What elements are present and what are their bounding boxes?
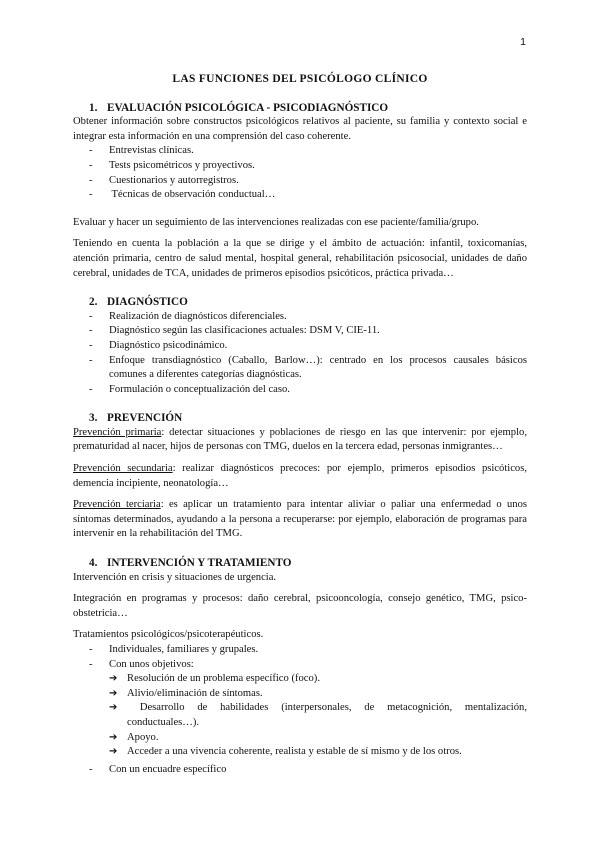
- paragraph: [73, 462, 527, 491]
- paragraph: [73, 426, 527, 455]
- arrow-item: ➔ Desarrollo de habilidades (interpersonales, de metacognición, mentalización, conductuales…).: [109, 702, 530, 728]
- list-item: - Formulación o conceptualización del caso.: [89, 383, 527, 398]
- arrow-item: ➔ Acceder a una vivencia coherente, realista y estable de sí mismo y de los otros.: [109, 745, 527, 760]
- section-heading-evaluacion: [73, 101, 527, 116]
- page-title: LAS FUNCIONES DEL PSICÓLOGO CLÍNICO: [172, 73, 428, 85]
- section-heading-intervencion: [73, 556, 527, 571]
- list-item: - Entrevistas clínicas.: [89, 144, 527, 159]
- section-title: PREVENCIÓN: [107, 412, 183, 425]
- term-label: Prevención primaria: [73, 426, 162, 438]
- term-label: Prevención secundaria: [73, 463, 173, 475]
- bullet-list: [73, 643, 527, 672]
- paragraph: Evaluar y hacer un seguimiento de las intervenciones realizadas con ese paciente/familia/grupo.: [73, 216, 479, 228]
- list-item: - Diagnóstico psicodinámico.: [89, 339, 527, 354]
- section-number: 4.: [89, 557, 98, 570]
- term-label: Prevención terciaria: [73, 499, 161, 511]
- list-item: - Diagnóstico según las clasificaciones actuales: DSM V, CIE-11.: [89, 324, 527, 339]
- arrow-right-icon: ➔: [109, 702, 118, 714]
- section-number: 1.: [89, 101, 98, 114]
- section-number: 2.: [89, 296, 98, 309]
- list-item: - Con unos objetivos:: [89, 658, 527, 673]
- list-item: - Enfoque transdiagnóstico (Caballo, Barlow…): centrado en los procesos causales básicos comunes a diferentes categorías diagnósticas.: [89, 354, 527, 383]
- arrow-item: ➔ Resolución de un problema específico (foco).: [109, 672, 527, 687]
- paragraph: [73, 498, 527, 542]
- paragraph: Intervención en crisis y situaciones de urgencia.: [73, 571, 277, 583]
- section-title: EVALUACIÓN PSICOLÓGICA - PSICODIAGNÓSTICO: [107, 101, 389, 114]
- document-body: [73, 72, 530, 777]
- section-number: 3.: [89, 412, 98, 425]
- list-item: - Técnicas de observación conductual…: [89, 188, 527, 203]
- list-item: - Tests psicométricos y proyectivos.: [89, 159, 527, 174]
- list-item: - Con un encuadre específico: [89, 763, 527, 778]
- section-title: INTERVENCIÓN Y TRATAMIENTO: [107, 557, 292, 570]
- paragraph: Integración en programas y procesos: daño cerebral, psicooncología, consejo genético, TMG, psico-obstetricia…: [73, 593, 527, 619]
- term-text: : es aplicar un tratamiento para intentar aliviar o paliar una enfermedad o unos síntomas determinados, ayudando a la persona a recuperarse: por ejemplo, elaboración de programas para intervenir en la rehabilitación del TMG.: [73, 499, 527, 540]
- term-text: : realizar diagnósticos precoces: por ejemplo, primeros episodios psicóticos, demencia incipiente, neonatología…: [73, 463, 527, 489]
- paragraph: Obtener información sobre constructos psicológicos relativos al paciente, su familia y contexto social e integrar esta información en una comprensión del caso coherente.: [73, 116, 527, 142]
- arrow-list: [73, 672, 530, 760]
- arrow-right-icon: ➔: [109, 673, 118, 685]
- arrow-item: ➔ Apoyo.: [109, 731, 527, 746]
- list-item: - Individuales, familiares y grupales.: [89, 643, 527, 658]
- section-heading-diagnostico: [73, 295, 527, 310]
- term-text: : detectar situaciones y poblaciones de riesgo en las que intervenir: por ejemplo, prematuridad al nacer, hijos de personas con TMG, duelos en la tercera edad, personas inmigrantes…: [73, 426, 527, 453]
- list-item: - Realización de diagnósticos diferenciales.: [89, 310, 527, 325]
- bullet-list: [73, 310, 527, 398]
- bullet-list: [73, 763, 527, 778]
- page-number: 1: [520, 36, 526, 48]
- paragraph: Tratamientos psicológicos/psicoterapéuticos.: [73, 629, 264, 641]
- paragraph: Teniendo en cuenta la población a la que se dirige y el ámbito de actuación: infantil, toxicomanías, atención primaria, centro de salud mental, hospital general, rehabilitación psicosocial, unidades de daño cerebral, unidades de TCA, unidades de primeros episodios psicóticos, práctica privada…: [73, 238, 527, 279]
- section-title: DIAGNÓSTICO: [107, 296, 188, 309]
- arrow-item: ➔ Alivio/eliminación de síntomas.: [109, 687, 527, 702]
- list-item: - Cuestionarios y autorregistros.: [89, 174, 527, 189]
- section-heading-prevencion: [73, 411, 527, 426]
- arrow-right-icon: ➔: [109, 746, 118, 758]
- arrow-right-icon: ➔: [109, 731, 118, 743]
- bullet-list: [73, 144, 527, 202]
- arrow-right-icon: ➔: [109, 687, 118, 699]
